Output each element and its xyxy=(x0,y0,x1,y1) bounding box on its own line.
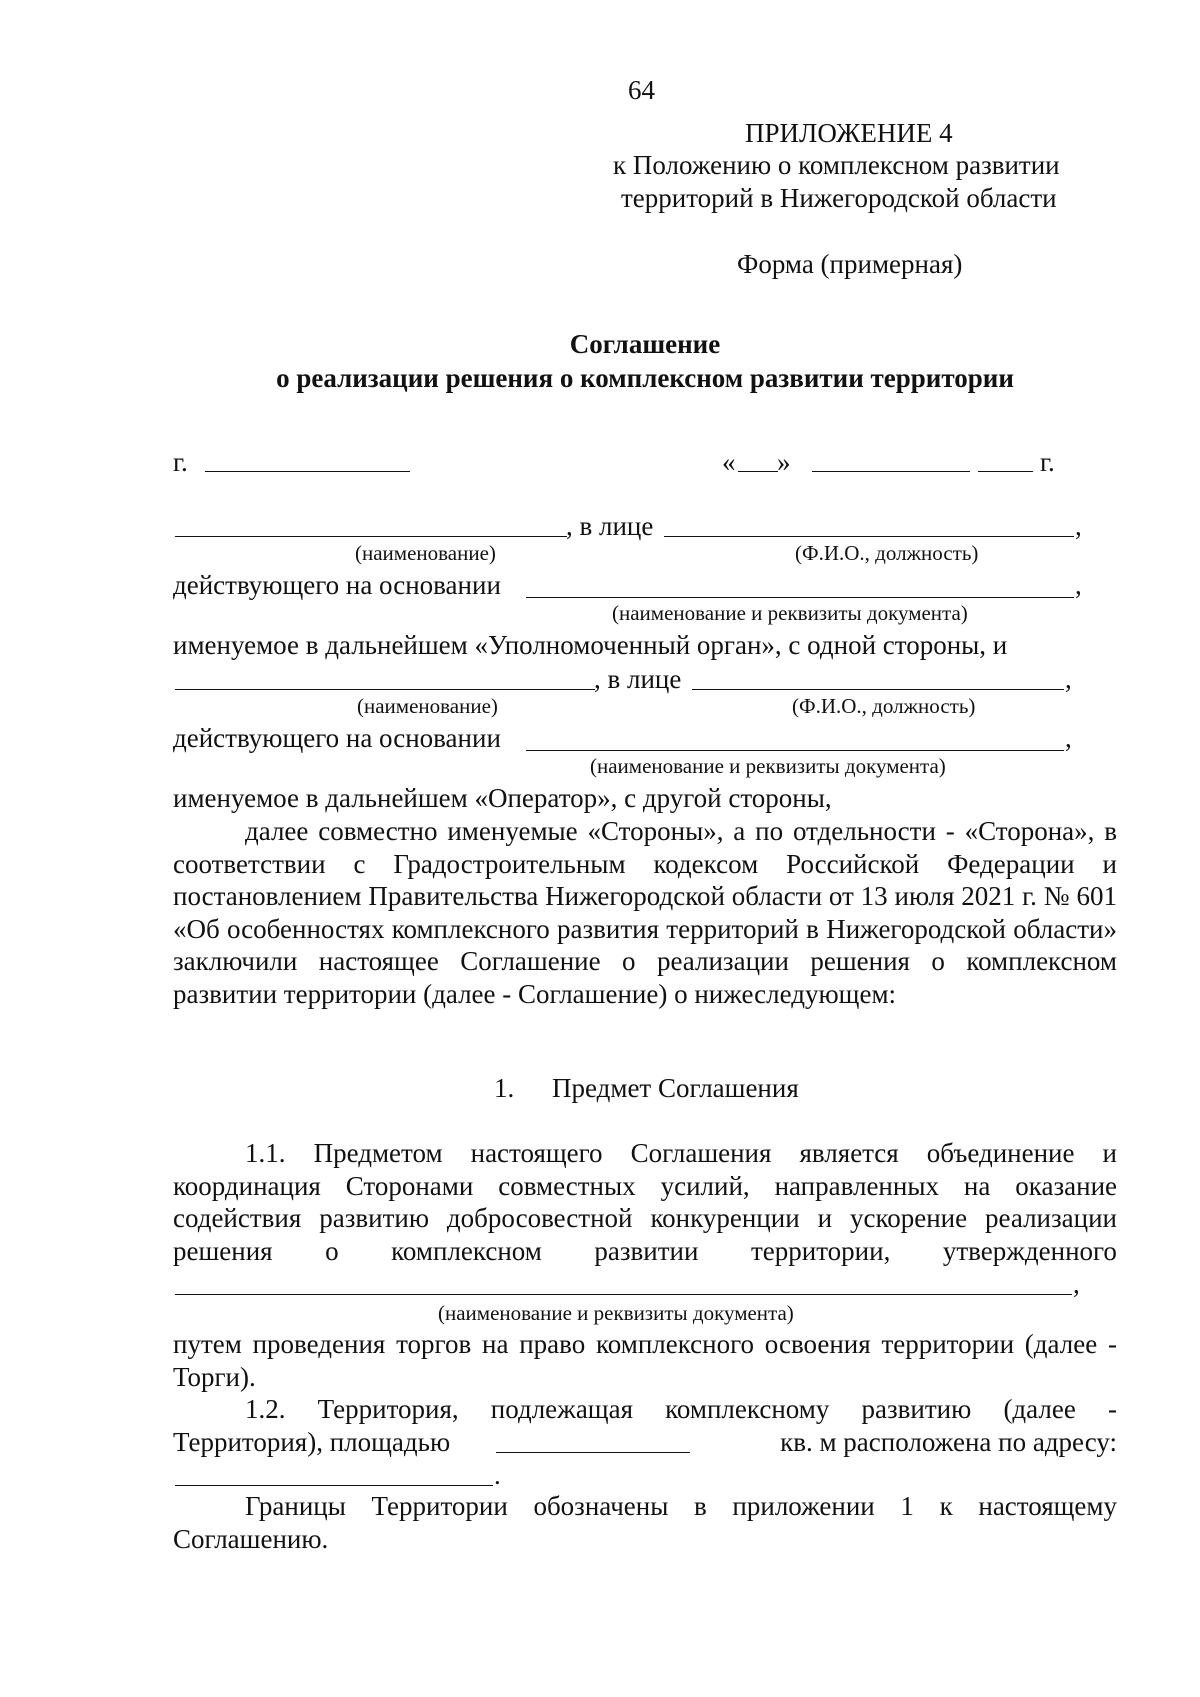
party2-in-person: , в лице xyxy=(594,664,682,694)
day-blank[interactable] xyxy=(738,471,778,472)
word-4: развитии xyxy=(594,1236,699,1266)
page-number: 64 xyxy=(628,75,655,105)
section1-title: Предмет Соглашения xyxy=(552,1073,799,1103)
address-blank[interactable] xyxy=(175,1485,493,1486)
party2-caption-name: (наименование) xyxy=(357,694,498,718)
doc-subtitle: о реализации решения о комплексном развитии территории xyxy=(276,363,1014,393)
city-blank[interactable] xyxy=(205,471,410,472)
clause-1-1-doc-blank[interactable] xyxy=(175,1294,1072,1295)
word-3: комплексном xyxy=(391,1236,542,1266)
party2-caption-doc: (наименование и реквизиты документа) xyxy=(590,754,946,778)
preamble-paragraph xyxy=(173,815,1117,1010)
clause-1-2-line1 xyxy=(173,1393,1117,1426)
party2-acting: действующего на основании xyxy=(173,723,501,753)
form-note: Форма (примерная) xyxy=(737,249,963,279)
party2-acting-comma: , xyxy=(1065,723,1072,753)
party1-caption-doc: (наименование и реквизиты документа) xyxy=(612,601,968,625)
party2-end-comma: , xyxy=(1065,664,1072,694)
date-close-quote: » xyxy=(777,447,791,477)
party1-in-person: , в лице xyxy=(566,511,654,541)
clause-1-1-paragraph xyxy=(173,1137,1117,1235)
address-end-dot: . xyxy=(494,1460,501,1490)
doc-title: Соглашение xyxy=(569,329,721,359)
city-prefix: г. xyxy=(173,447,188,477)
section1-number: 1. xyxy=(494,1073,515,1103)
party2-fio-blank[interactable] xyxy=(692,689,1064,690)
party1-end-comma: , xyxy=(1075,511,1082,541)
clause-1-1-caption-doc: (наименование и реквизиты документа) xyxy=(438,1301,794,1325)
boundaries-text: Границы Территории обозначены в приложении 1 к настоящему Соглашению. xyxy=(173,1491,1117,1554)
party1-acting: действующего на основании xyxy=(173,570,501,600)
clause-1-1-text: 1.1. Предметом настоящего Соглашения является объединение и координация Сторонами совместных усилий, направленных на оказание содействия развитию добросовестной конкуренции и ускорение реализации xyxy=(173,1138,1117,1233)
party1-caption-fio: (Ф.И.О., должность) xyxy=(795,541,979,565)
clause-1-1-last-line xyxy=(173,1235,1117,1267)
boundaries-paragraph xyxy=(173,1490,1117,1555)
party1-acting-comma: , xyxy=(1075,570,1082,600)
clause-1-1-blank-comma: , xyxy=(1073,1269,1080,1299)
appendix-ref-line1: к Положению о комплексном развитии xyxy=(613,150,1060,180)
word-1: решения xyxy=(173,1236,273,1266)
party1-called: именуемое в дальнейшем «Уполномоченный орган», с одной стороны, и xyxy=(173,630,1008,660)
word-6: утвержденного xyxy=(942,1236,1117,1266)
party1-fio-blank[interactable] xyxy=(664,536,1074,537)
party2-called: именуемое в дальнейшем «Оператор», с другой стороны, xyxy=(173,783,832,813)
party1-doc-blank[interactable] xyxy=(526,597,1074,598)
party2-doc-blank[interactable] xyxy=(526,750,1064,751)
year-blank[interactable] xyxy=(978,471,1033,472)
appendix-label: ПРИЛОЖЕНИЕ 4 xyxy=(745,118,953,148)
party2-caption-fio: (Ф.И.О., должность) xyxy=(792,694,976,718)
date-open-quote: « xyxy=(722,447,736,477)
preamble-text: далее совместно именуемые «Стороны», а по отдельности - «Сторона», в соответствии с Градостроительным кодексом Российской Федерации и постановлением Правительства Нижегородской области от 13 июля 2021 г. № 601 «Об особенностях комплексного развития территорий в Нижегородской области» заключили настоящее Соглашение о реализации решения о комплексном развитии территории (далее - Соглашение) о нижеследующем: xyxy=(173,816,1117,1009)
clause-1-1-continuation-text: путем проведения торгов на право комплексного освоения территории (далее - Торги). xyxy=(173,1329,1117,1392)
clause-1-2-area-suffix: кв. м расположена по адресу: xyxy=(780,1427,1117,1457)
appendix-ref-line2: территорий в Нижегородской области xyxy=(621,183,1057,213)
word-2: о xyxy=(325,1236,339,1266)
clause-1-2-area-prefix: Территория), площадью xyxy=(173,1427,451,1457)
word-5: территории, xyxy=(751,1236,891,1266)
party2-name-blank[interactable] xyxy=(175,689,595,690)
area-blank[interactable] xyxy=(496,1452,690,1453)
month-blank[interactable] xyxy=(812,471,970,472)
year-suffix: г. xyxy=(1040,447,1055,477)
clause-1-2-line1-text: 1.2. Территория, подлежащая комплексному развитию (далее - xyxy=(245,1394,1117,1424)
party1-name-blank[interactable] xyxy=(175,536,567,537)
party1-caption-name: (наименование) xyxy=(355,541,496,565)
clause-1-1-continuation xyxy=(173,1328,1117,1393)
